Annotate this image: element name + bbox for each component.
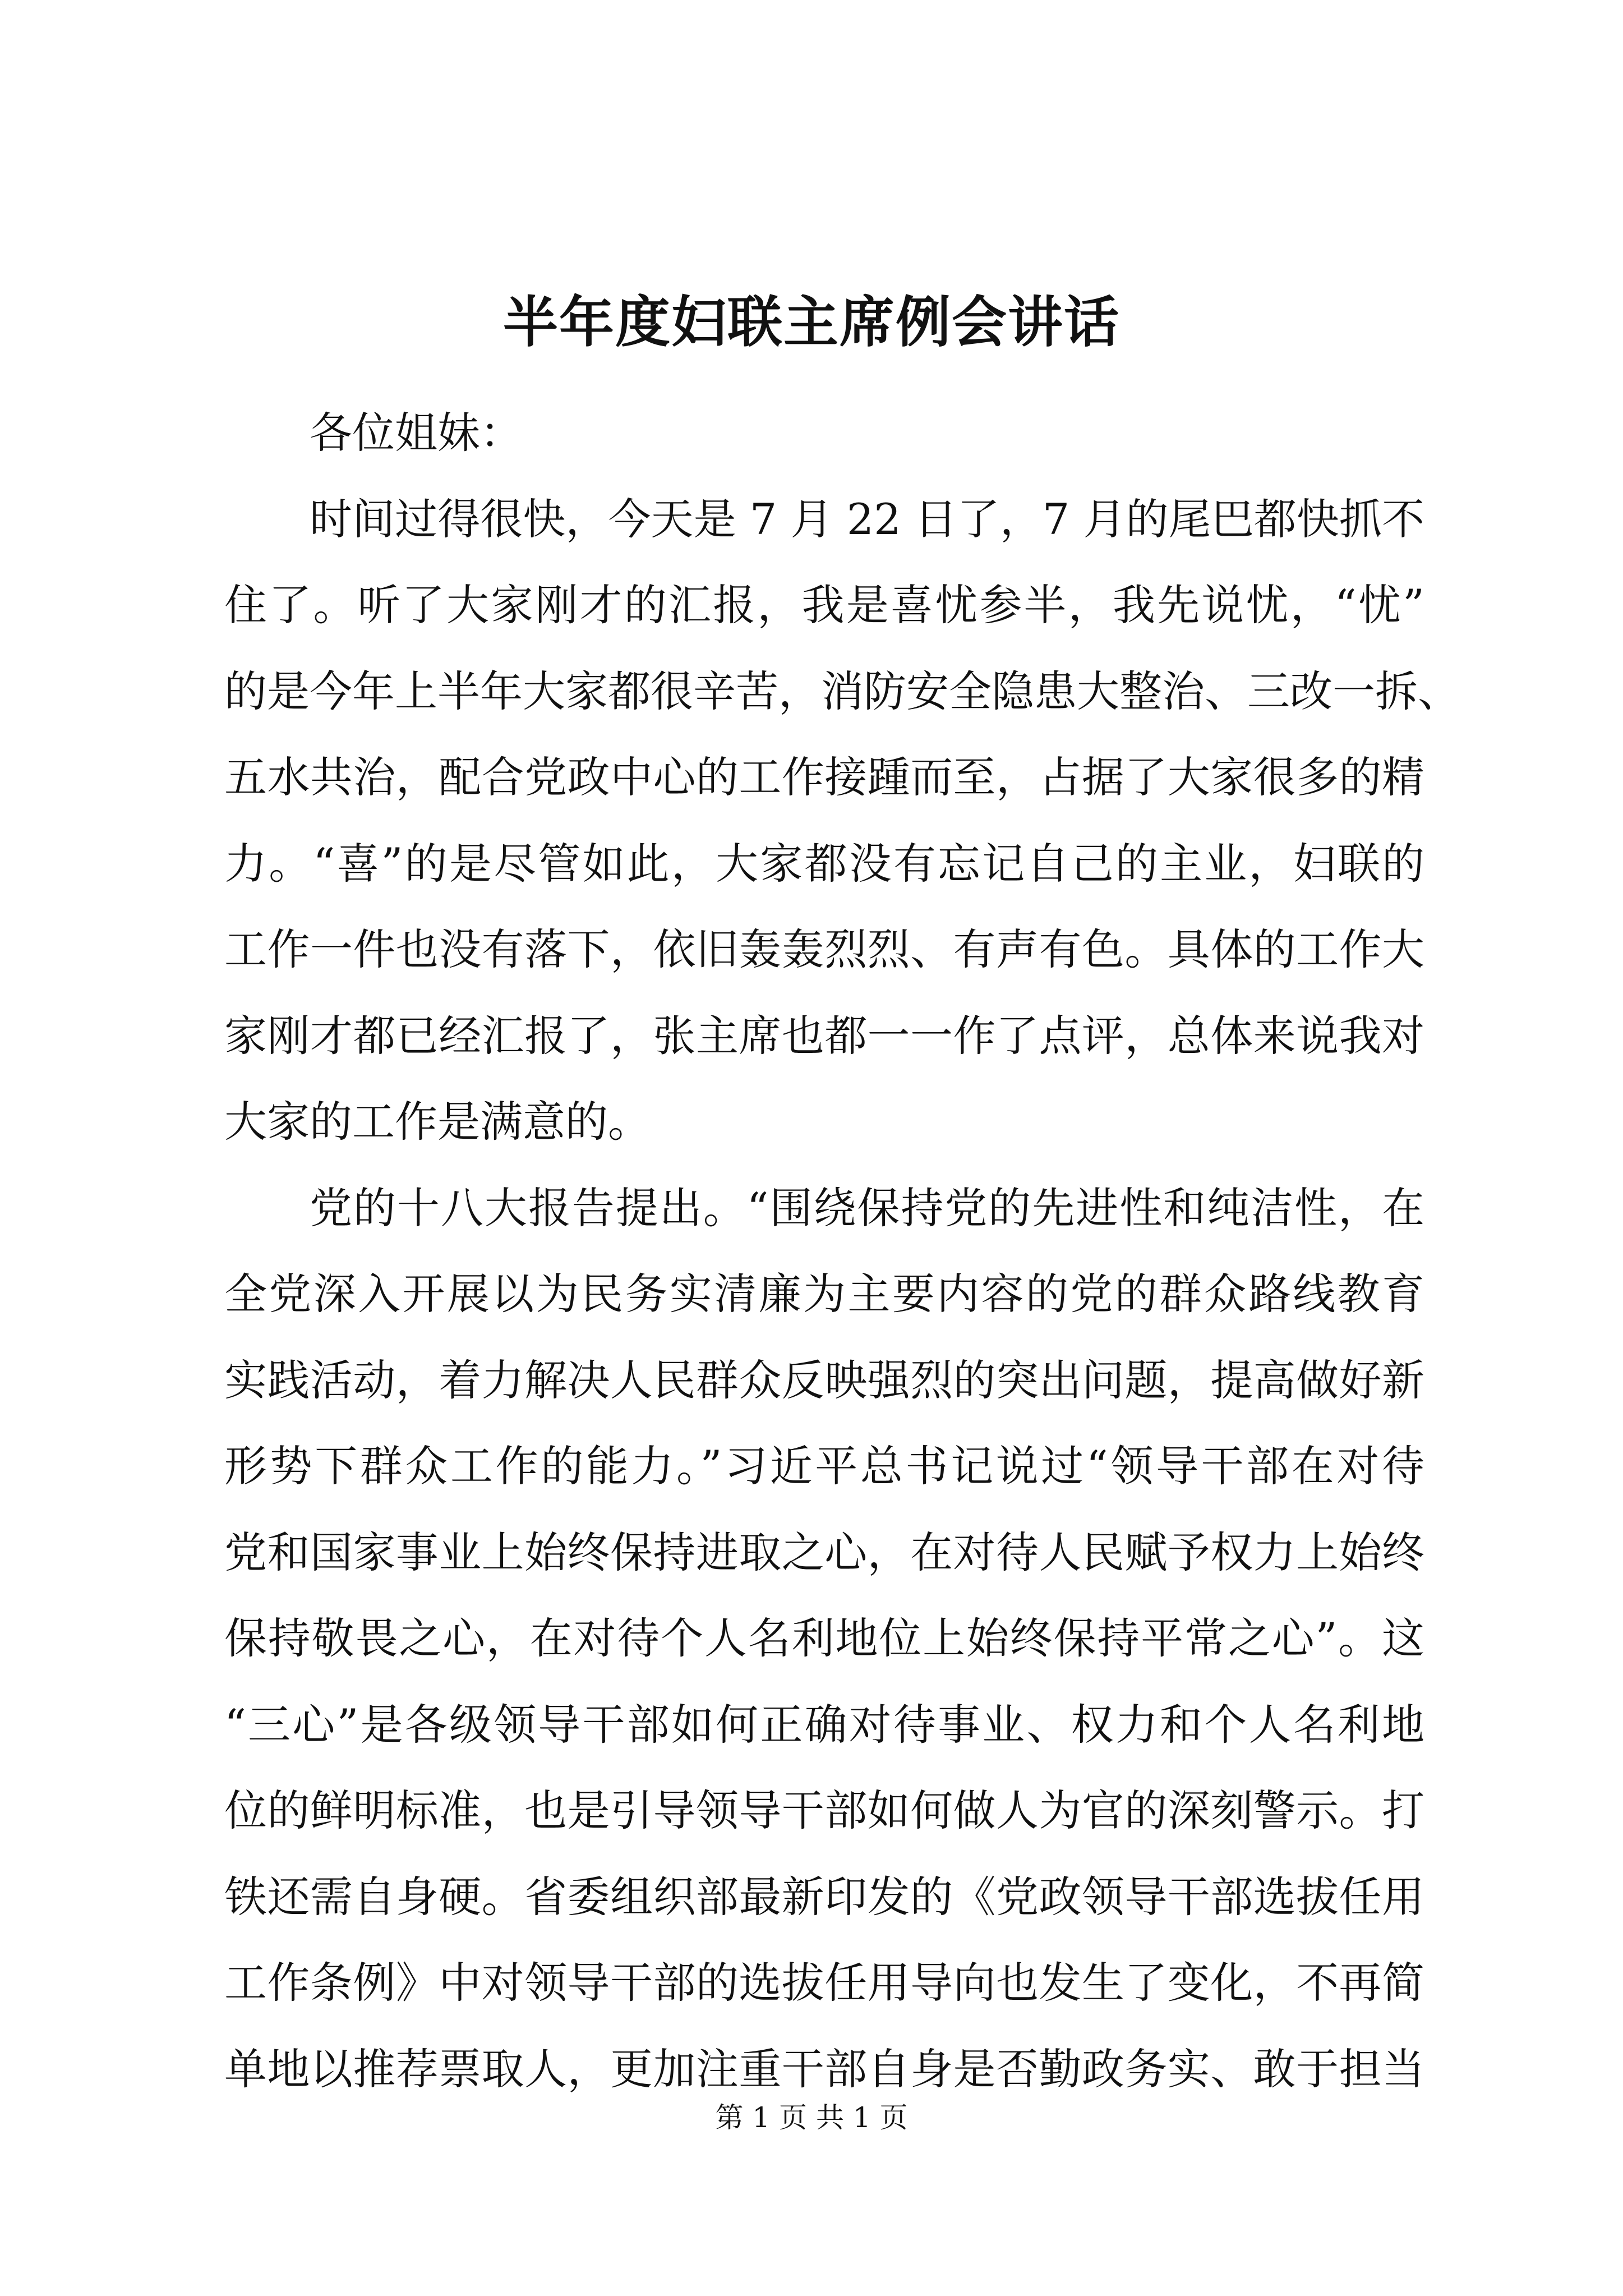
- paragraph-line: 铁还需自身硬。省委组织部最新印发的《党政领导干部选拔任用: [224, 1871, 1424, 1922]
- paragraph-line: 大家的工作是满意的。: [224, 1097, 651, 1147]
- paragraph-1: [224, 476, 1460, 1165]
- paragraph-line: 住了。听了大家刚才的汇报，我是喜忧参半，我先说忧，“忧”: [224, 580, 1424, 630]
- page-footer: 第 1 页 共 1 页: [715, 2101, 908, 2134]
- paragraph-line: “三心”是各级领导干部如何正确对待事业、权力和个人名利地: [224, 1699, 1424, 1750]
- paragraph-line: 工作一件也没有落下，依旧轰轰烈烈、有声有色。具体的工作大: [224, 924, 1424, 974]
- paragraph-2: [224, 1165, 1424, 2113]
- paragraph-line: 时间过得很快，今天是 7 月 22 日了，7 月的尾巴都快抓不: [310, 494, 1424, 544]
- paragraph-line: 家刚才都已经汇报了，张主席也都一一作了点评，总体来说我对: [224, 1010, 1424, 1061]
- paragraph-line: 位的鲜明标准，也是引导领导干部如何做人为官的深刻警示。打: [224, 1786, 1424, 1835]
- paragraph-line: 党的十八大报告提出。“围绕保持党的先进性和纯洁性，在: [310, 1182, 1424, 1233]
- paragraph-line: 单地以推荐票取人，更加注重干部自身是否勤政务实、敢于担当: [224, 2044, 1424, 2094]
- document-title: 半年度妇联主席例会讲话: [502, 290, 1120, 355]
- document-body: [224, 390, 1460, 2112]
- paragraph-line: 力。“喜”的是尽管如此，大家都没有忘记自己的主业，妇联的: [224, 838, 1424, 889]
- paragraph-line: 的是今年上半年大家都很辛苦，消防安全隐患大整治、三改一拆、: [224, 666, 1460, 716]
- paragraph-line: 全党深入开展以为民务实清廉为主要内容的党的群众路线教育: [224, 1269, 1424, 1319]
- paragraph-line: 形势下群众工作的能力。”习近平总书记说过“领导干部在对待: [224, 1441, 1424, 1491]
- paragraph-line: 保持敬畏之心，在对待个人名利地位上始终保持平常之心”。这: [224, 1613, 1424, 1663]
- paragraph-line: 党和国家事业上始终保持进取之心，在对待人民赋予权力上始终: [224, 1527, 1424, 1577]
- salutation: 各位姐妹：: [310, 408, 523, 458]
- paragraph-line: 工作条例》中对领导干部的选拔任用导向也发生了变化，不再简: [224, 1958, 1424, 2008]
- paragraph-line: 五水共治，配合党政中心的工作接踵而至，占据了大家很多的精: [224, 752, 1424, 802]
- paragraph-line: 实践活动，着力解决人民群众反映强烈的突出问题，提高做好新: [224, 1355, 1424, 1405]
